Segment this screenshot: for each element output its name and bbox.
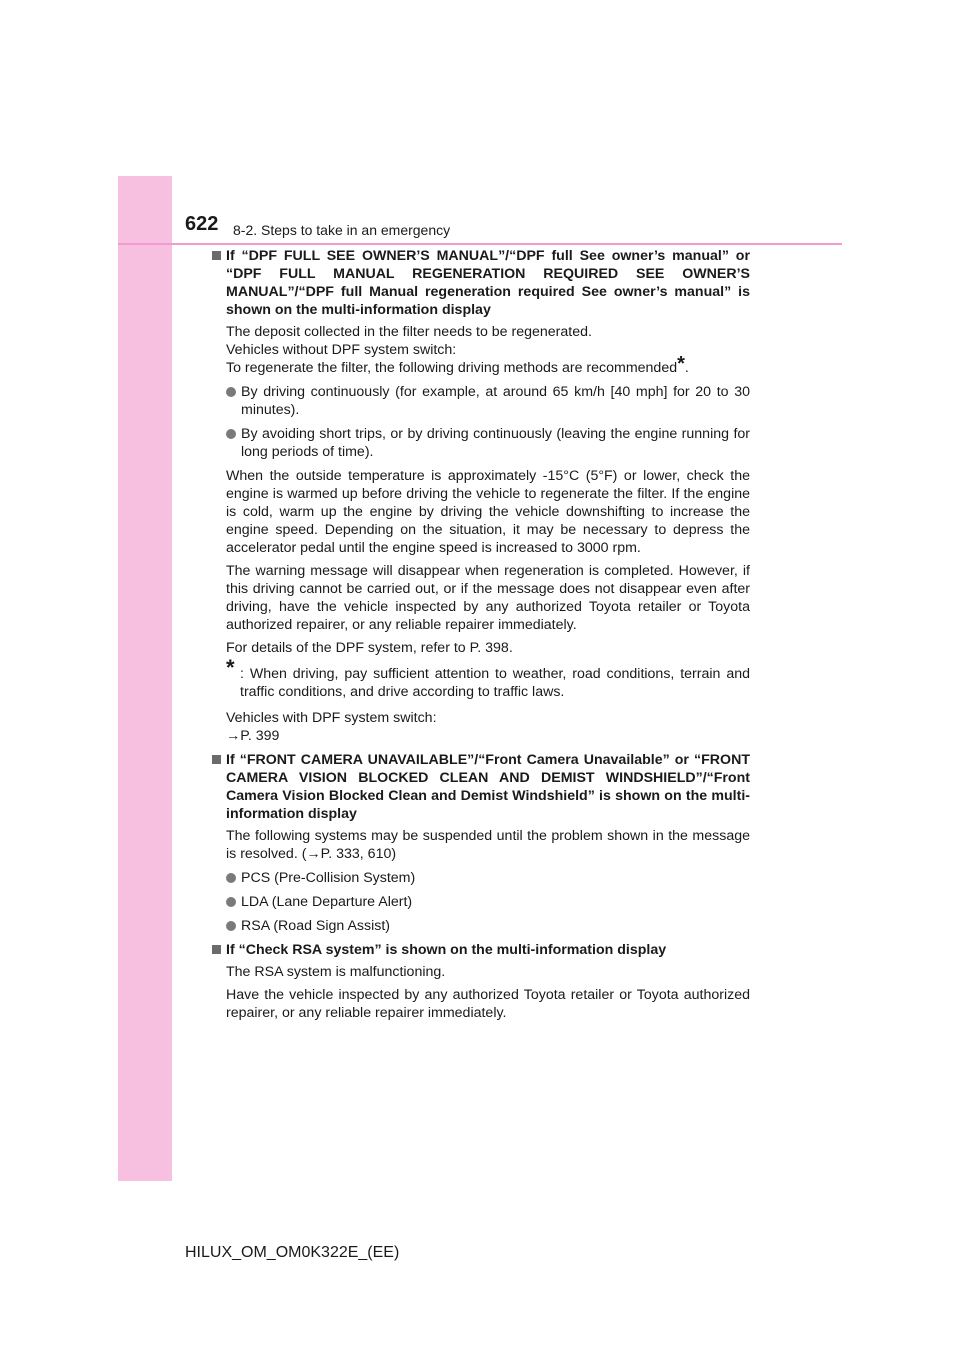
square-bullet-icon <box>212 251 221 260</box>
paragraph: For details of the DPF system, refer to P. 398. <box>226 640 513 656</box>
section-title: 8-2. Steps to take in an emergency <box>233 222 451 238</box>
document-code: HILUX_OM_OM0K322E_(EE) <box>185 1244 400 1261</box>
paragraph: The following systems may be suspended until the problem shown in the message is resolved. (→P. 333, 610) <box>226 828 750 862</box>
round-bullet-icon <box>226 897 236 907</box>
round-bullet-icon <box>226 429 236 439</box>
paragraph: Vehicles with DPF system switch: →P. 399 <box>226 710 437 744</box>
round-bullet-icon <box>226 387 236 397</box>
heading-dpf-full: If “DPF FULL SEE OWNER’S MANUAL”/“DPF full See owner’s manual” or “DPF FULL MANUAL REGENERATION REQUIRED SEE OWNER’S MANUAL”/“DPF full Manual regeneration required See owner’s manual” is shown on the multi-information display <box>210 247 750 319</box>
heading-check-rsa: If “Check RSA system” is shown on the multi-information display <box>210 941 750 959</box>
page-number: 622 <box>185 213 219 235</box>
round-bullet-icon <box>226 921 236 931</box>
paragraph: The deposit collected in the filter needs to be regenerated. Vehicles without DPF system switch: To regenerate the filter, the following driving methods are recommended*. <box>226 324 689 376</box>
footnote-mark: * <box>226 655 235 680</box>
list-item: PCS (Pre-Collision System) <box>210 869 750 887</box>
paragraph: The warning message will disappear when regeneration is completed. However, if this driving cannot be carried out, or if the message does not disappear even after driving, have the vehicle inspected by any authorized Toyota retailer or Toyota authorized repairer, or any reliable repairer immediately. <box>226 563 750 633</box>
chapter-tab-sidebar <box>118 176 172 1181</box>
paragraph: When the outside temperature is approximately -15°C (5°F) or lower, check the engine is warmed up before driving the vehicle to regenerate the filter. If the engine is cold, warm up the engine by driving the vehicle downshifting to increase the engine speed. Depending on the situation, it may be necessary to depress the accelerator pedal until the engine speed is increased to 3000 rpm. <box>226 468 750 556</box>
square-bullet-icon <box>212 945 221 954</box>
page-content <box>210 247 750 1022</box>
square-bullet-icon <box>212 755 221 764</box>
round-bullet-icon <box>226 873 236 883</box>
heading-front-camera: If “FRONT CAMERA UNAVAILABLE”/“Front Camera Unavailable” or “FRONT CAMERA VISION BLOCKED CLEAN AND DEMIST WINDSHIELD”/“Front Camera Vision Blocked Clean and Demist Windshield” is shown on the multi-information display <box>210 751 750 823</box>
footnote-mark: * <box>677 353 685 375</box>
list-item: RSA (Road Sign Assist) <box>210 917 750 935</box>
header-rule <box>118 243 842 245</box>
list-item: By driving continuously (for example, at around 65 km/h [40 mph] for 20 to 30 minutes). <box>210 383 750 419</box>
list-item: LDA (Lane Departure Alert) <box>210 893 750 911</box>
paragraph: Have the vehicle inspected by any authorized Toyota retailer or Toyota authorized repairer, or any reliable repairer immediately. <box>226 987 750 1021</box>
footnote: * : When driving, pay sufficient attention to weather, road conditions, terrain and traffic conditions, and drive according to traffic laws. <box>226 655 750 700</box>
paragraph: The RSA system is malfunctioning. <box>226 964 446 980</box>
list-item: By avoiding short trips, or by driving continuously (leaving the engine running for long periods of time). <box>210 425 750 461</box>
